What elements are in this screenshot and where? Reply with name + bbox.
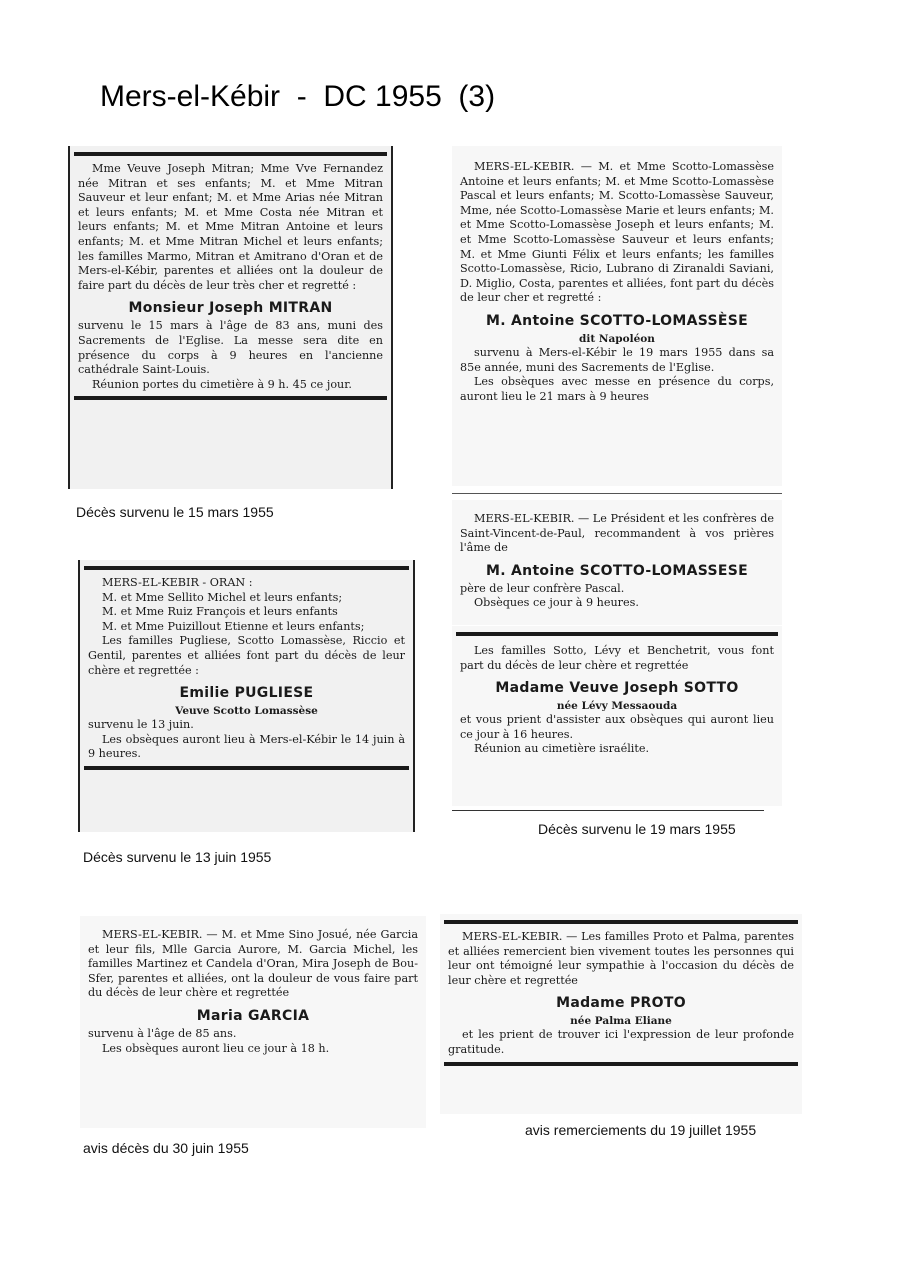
notice-text: Les obsèques avec messe en présence du corps, auront lieu le 21 mars à 9 heures xyxy=(460,375,774,403)
separator-line xyxy=(452,493,782,494)
deceased-widow-of: Veuve Scotto Lomassèse xyxy=(175,705,318,718)
notice-saint-vincent xyxy=(452,500,782,625)
deceased-name: M. Antoine SCOTTO-LOMASSÈSE xyxy=(486,312,748,329)
notice-text: M. et Mme Sellito Michel et leurs enfants; xyxy=(102,590,343,604)
notice-text: Mme Veuve Joseph Mitran; Mme Vve Fernandez née Mitran et ses enfants; M. et Mme Mitran Sauveur et leur enfant; M. et Mme Arias née Mitran et leurs enfants; M. et Mme Costa née Mitran et leurs enfants; M. et Mme Mitran Antoine et leurs enfants; M. et Mme Mitran Michel et leurs enfants; les familles Marmo, Mitran et Amitrano d'Oran et de Mers-el-Kébir, parentes et alliées ont la douleur de faire part du décès de leur très cher et regretté : xyxy=(78,162,383,292)
notice-text: survenu à l'âge de 85 ans. xyxy=(88,1026,237,1040)
deceased-maiden-name: née Lévy Messaouda xyxy=(556,700,678,713)
notice-text: et vous prient d'assister aux obsèques qui auront lieu ce jour à 16 heures. xyxy=(460,713,774,741)
notice-text: Réunion au cimetière israélite. xyxy=(474,742,650,756)
notice-text: survenu le 15 mars à l'âge de 83 ans, muni des Sacrements de l'Eglise. La messe sera dite en présence du corps à 9 heures en l'ancienne cathédrale Saint-Louis. xyxy=(78,319,383,377)
bottom-rule xyxy=(74,396,387,400)
notice-text: M. et Mme Puizillout Etienne et leurs enfants; xyxy=(102,619,365,633)
deceased-name: Emilie PUGLIESE xyxy=(179,685,314,702)
notice-text: père de leur confrère Pascal. xyxy=(460,581,625,595)
notice-sotto xyxy=(452,626,782,806)
notice-text: survenu à Mers-el-Kébir le 19 mars 1955 dans sa 85e année, muni des Sacrements de l'Eglise. xyxy=(460,345,774,374)
caption-garcia: avis décès du 30 juin 1955 xyxy=(83,1140,249,1156)
notice-text: et les prient de trouver ici l'expression de leur profonde gratitude. xyxy=(448,1028,794,1056)
notice-text: Les obsèques auront lieu ce jour à 18 h. xyxy=(102,1041,330,1055)
notice-pugliese xyxy=(78,560,415,832)
notice-text: survenu le 13 juin. xyxy=(88,718,194,732)
caption-pugliese: Décès survenu le 13 juin 1955 xyxy=(83,849,272,865)
deceased-alias: dit Napoléon xyxy=(579,332,655,345)
notice-text: MERS-EL-KEBIR - ORAN : xyxy=(102,576,253,589)
caption-scotto-sotto: Décès survenu le 19 mars 1955 xyxy=(538,821,736,837)
deceased-name: M. Antoine SCOTTO-LOMASSESE xyxy=(486,562,748,579)
deceased-maiden-name: née Palma Eliane xyxy=(570,1015,672,1028)
separator-line xyxy=(452,810,764,811)
deceased-name: Madame PROTO xyxy=(556,995,686,1012)
deceased-name: Monsieur Joseph MITRAN xyxy=(128,300,333,317)
notice-text: Les obsèques auront lieu à Mers-el-Kébir le 14 juin à 9 heures. xyxy=(88,732,405,761)
notice-text: Les familles Pugliese, Scotto Lomassèse, Riccio et Gentil, parentes et alliées font part du décès de leur chère et regrettée : xyxy=(88,634,405,677)
caption-proto: avis remerciements du 19 juillet 1955 xyxy=(525,1122,757,1138)
caption-mitran: Décès survenu le 15 mars 1955 xyxy=(76,504,274,520)
notice-text: Réunion portes du cimetière à 9 h. 45 ce jour. xyxy=(92,377,352,391)
page-title: Mers-el-Kébir - DC 1955 (3) xyxy=(100,80,496,113)
deceased-name: Madame Veuve Joseph SOTTO xyxy=(495,680,739,697)
bottom-rule xyxy=(84,766,409,770)
notice-text: Obsèques ce jour à 9 heures. xyxy=(474,596,639,610)
notice-text: M. et Mme Ruiz François et leurs enfants xyxy=(102,605,338,619)
notice-mitran xyxy=(68,146,393,489)
notice-text: MERS-EL-KEBIR. — M. et Mme Sino Josué, née Garcia et leur fils, Mlle Garcia Aurore, M. Garcia Michel, les familles Martinez et Candela d'Oran, Mira Joseph de Bou-Sfer, parentes et alliées, ont la douleur de vous faire part du décès de leur chère et regrettée xyxy=(88,928,418,1000)
notice-text: MERS-EL-KEBIR. — Les familles Proto et Palma, parentes et alliées remercient bien vivement toutes les personnes qui leur ont témoigné leur sympathie à l'occasion du décès de leur chère et regrettée xyxy=(448,930,794,987)
notice-proto xyxy=(440,914,802,1114)
notice-text: MERS-EL-KEBIR. — M. et Mme Scotto-Lomassèse Antoine et leurs enfants; M. et Mme Scotto-Lomassèse Pascal et leurs enfants; M. Scotto-Lomassèse Sauveur, Mme, née Scotto-Lomassèse Marie et leurs enfants; M. et Mme Scotto-Lomassèse Joseph et leurs enfants; M. et Mme Scotto-Lomassèse Sauveur et leurs enfants; M. et Mme Giunti Félix et leurs enfants; les familles Scotto-Lomassèse, Ricio, Lubrano di Ziranaldi Saviani, D. Miglio, Costa, parentes et alliées, font part du décès de leur cher et regretté : xyxy=(460,160,774,305)
notice-text: Les familles Sotto, Lévy et Benchetrit, vous font part du décès de leur chère et regrettée xyxy=(460,644,774,672)
notice-scotto-family xyxy=(452,146,782,486)
notice-text: MERS-EL-KEBIR. — Le Président et les confrères de Saint-Vincent-de-Paul, recommandent à vos prières l'âme de xyxy=(460,512,774,555)
notice-garcia xyxy=(80,916,426,1128)
bottom-rule xyxy=(444,1062,798,1066)
deceased-name: Maria GARCIA xyxy=(196,1007,310,1024)
